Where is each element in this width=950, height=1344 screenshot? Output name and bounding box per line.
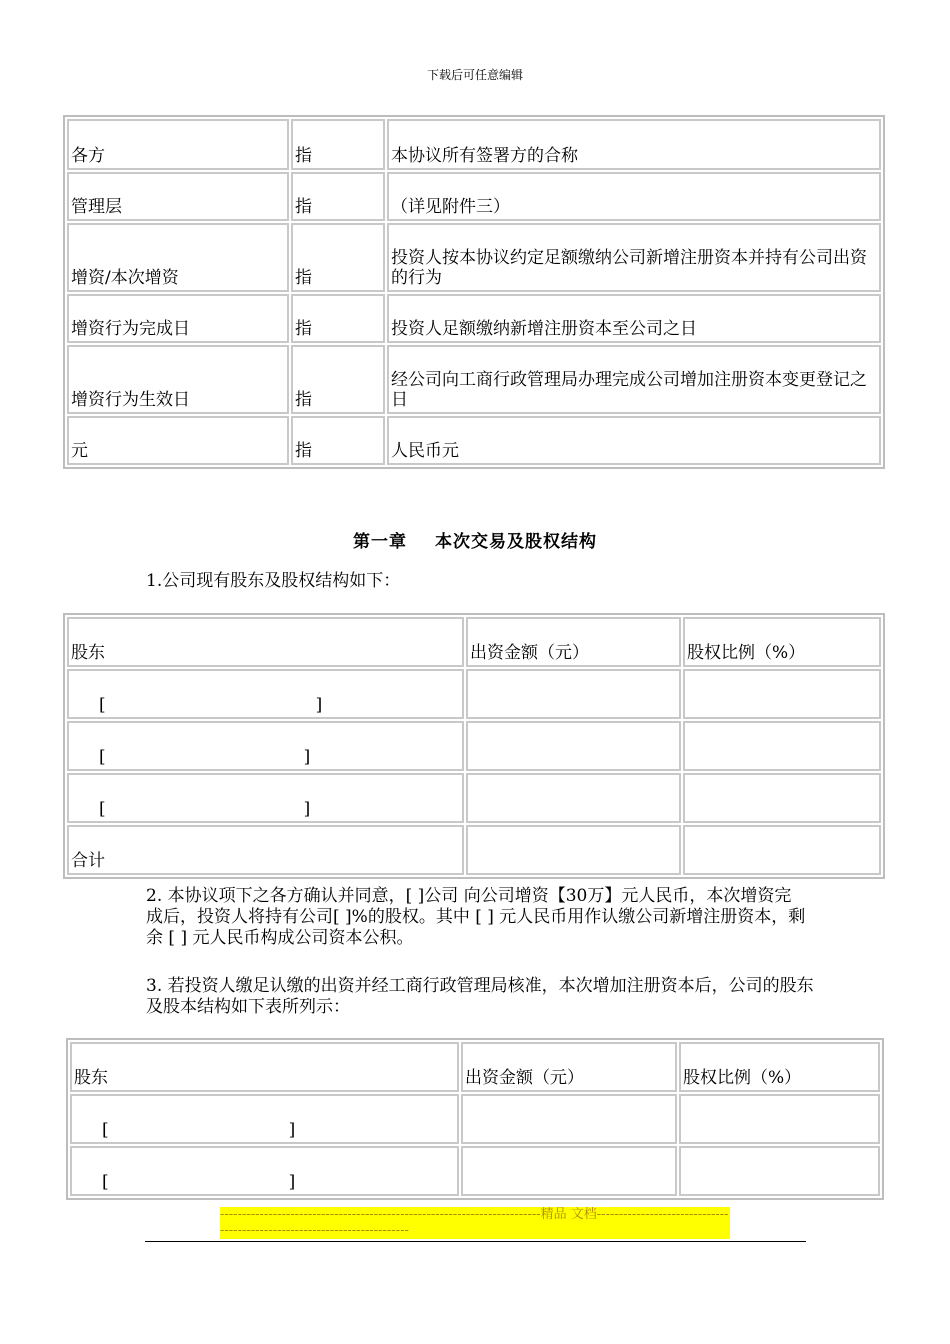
current-shareholders-table	[63, 613, 885, 879]
paragraph-2: 2. 本协议项下之各方确认并同意，[ ]公司 向公司增资【30万】元人民币，本次增资完成后，投资人将持有公司[ ]%的股权。其中 [ ] 元人民币用作认缴公司新增注册资本，剩余 [ ] 元人民币构成公司资本公积。	[146, 886, 806, 948]
table-header-row	[70, 1042, 880, 1092]
bracket-close: ]	[288, 1172, 296, 1192]
shareholder-cell	[67, 773, 464, 823]
definition-term: 增资行为完成日	[67, 294, 289, 343]
table-row	[67, 721, 881, 771]
shareholder-cell	[70, 1146, 459, 1196]
definition-meaning: 人民币元	[387, 416, 881, 465]
table-row	[67, 172, 881, 221]
amount-cell	[466, 773, 681, 823]
paragraph-3: 3. 若投资人缴足认缴的出资并经工商行政管理局核准，本次增加注册资本后，公司的股东及股本结构如下表所列示：	[146, 976, 814, 1017]
table-row	[67, 294, 881, 343]
column-header-amount: 出资金额（元）	[461, 1042, 677, 1092]
definition-meaning: 本协议所有签署方的合称	[387, 119, 881, 170]
table-row	[70, 1094, 880, 1144]
definition-meaning: 投资人足额缴纳新增注册资本至公司之日	[387, 294, 881, 343]
table-header-row	[67, 617, 881, 667]
ratio-cell	[683, 773, 881, 823]
footer-watermark: -------------------------------------------------------------------------精品 文档-------------------------------------------------------------------------	[220, 1207, 729, 1238]
definition-op: 指	[291, 172, 385, 221]
definition-op: 指	[291, 223, 385, 292]
table-row	[67, 345, 881, 414]
table-row	[70, 1146, 880, 1196]
column-header-amount: 出资金额（元）	[466, 617, 681, 667]
definitions-table	[63, 115, 885, 469]
definition-op: 指	[291, 416, 385, 465]
table-row	[67, 416, 881, 465]
definition-meaning: （详见附件三）	[387, 172, 881, 221]
definition-op: 指	[291, 294, 385, 343]
shareholder-cell	[67, 669, 464, 719]
ratio-cell	[683, 825, 881, 875]
paragraph-1: 1.公司现有股东及股权结构如下：	[146, 571, 401, 591]
definition-op: 指	[291, 345, 385, 414]
table-row	[67, 825, 881, 875]
bracket-open: [	[102, 1120, 109, 1140]
total-label: 合计	[67, 825, 464, 875]
column-header-shareholder: 股东	[67, 617, 464, 667]
table-row	[67, 223, 881, 292]
chapter-number: 第一章	[353, 532, 407, 552]
bracket-open: [	[99, 747, 106, 767]
table-row	[67, 119, 881, 170]
chapter-title: 本次交易及股权结构	[435, 532, 597, 552]
table-row	[67, 773, 881, 823]
definition-term: 增资/本次增资	[67, 223, 289, 292]
amount-cell	[461, 1146, 677, 1196]
amount-cell	[466, 669, 681, 719]
column-header-shareholder: 股东	[70, 1042, 459, 1092]
definition-op: 指	[291, 119, 385, 170]
page-header: 下载后可任意编辑	[426, 68, 523, 82]
bracket-open: [	[99, 799, 106, 819]
footer-divider	[145, 1241, 806, 1242]
amount-cell	[466, 825, 681, 875]
definition-term: 增资行为生效日	[67, 345, 289, 414]
ratio-cell	[683, 721, 881, 771]
ratio-cell	[679, 1146, 880, 1196]
bracket-open: [	[102, 1172, 109, 1192]
bracket-close: ]	[288, 1120, 296, 1140]
shareholder-cell	[67, 721, 464, 771]
definition-meaning: 经公司向工商行政管理局办理完成公司增加注册资本变更登记之日	[387, 345, 881, 414]
bracket-close: ]	[303, 799, 311, 819]
amount-cell	[466, 721, 681, 771]
ratio-cell	[679, 1094, 880, 1144]
amount-cell	[461, 1094, 677, 1144]
bracket-close: ]	[315, 695, 323, 715]
bracket-open: [	[99, 695, 106, 715]
definition-term: 管理层	[67, 172, 289, 221]
shareholder-cell	[70, 1094, 459, 1144]
post-capital-shareholders-table	[66, 1038, 884, 1200]
ratio-cell	[683, 669, 881, 719]
bracket-close: ]	[303, 747, 311, 767]
chapter-heading	[0, 527, 950, 552]
definition-term: 各方	[67, 119, 289, 170]
definition-meaning: 投资人按本协议约定足额缴纳公司新增注册资本并持有公司出资的行为	[387, 223, 881, 292]
column-header-ratio: 股权比例（%）	[683, 617, 881, 667]
definition-term: 元	[67, 416, 289, 465]
column-header-ratio: 股权比例（%）	[679, 1042, 880, 1092]
table-row	[67, 669, 881, 719]
